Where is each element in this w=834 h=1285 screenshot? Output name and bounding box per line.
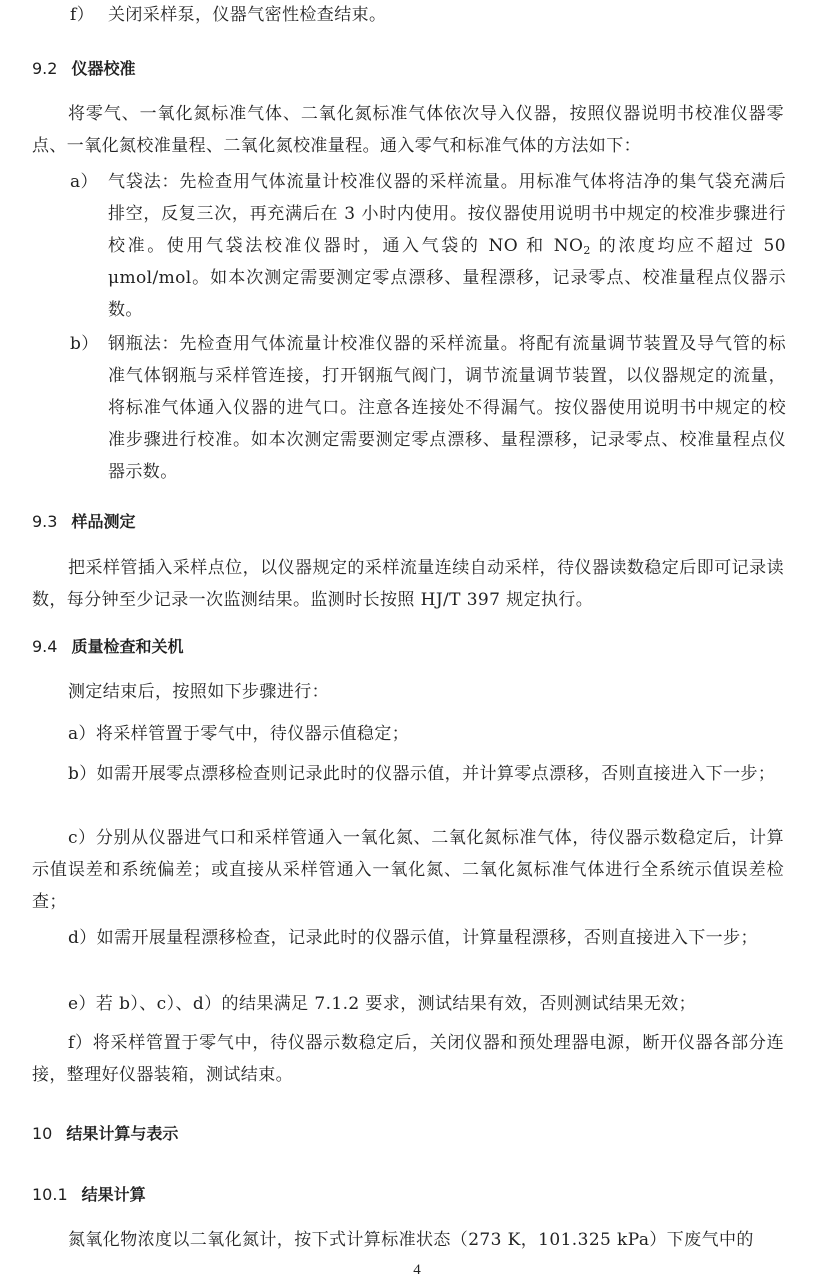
page-number: 4 [413,1262,421,1278]
list-item-marker: a） [70,172,98,192]
step-e: e）若 b）、c）、d）的结果满足 7.1.2 要求，测试结果有效，否则测试结果无效； [68,994,697,1014]
section-number: 9.4 [32,637,58,656]
section-number: 9.3 [32,512,58,531]
section-title: 质量检查和关机 [71,637,184,656]
section-heading-10 [32,1122,178,1146]
step-c: c）分别从仪器进气口和采样管通入一氧化氮、二氧化氮标准气体，待仪器示数稳定后，计算示值误差和系统偏差；或直接从采样管通入一氧化氮、二氧化氮标准气体进行全系统示值误差检查； [32,828,784,912]
quality-check-intro: 测定结束后，按照如下步骤进行： [68,682,329,702]
list-item-marker: b） [70,334,99,354]
subscript-2: 2 [583,244,591,257]
list-item-marker: f） [70,5,95,25]
section-title: 仪器校准 [71,59,136,78]
section-number: 10.1 [32,1185,68,1204]
step-d: d）如需开展量程漂移检查，记录此时的仪器示值，计算量程漂移，否则直接进入下一步； [68,928,758,948]
list-item-b-cylinder-method [70,328,786,488]
section-title: 结果计算 [81,1185,146,1204]
list-item-text: 关闭采样泵，仪器气密性检查结束。 [108,5,387,25]
section-heading-9-3 [32,510,135,534]
section-title: 结果计算与表示 [66,1124,179,1143]
section-heading-10-1 [32,1183,146,1207]
result-calculation-paragraph: 氮氧化物浓度以二氧化氮计，按下式计算标准状态（273 K，101.325 kPa）下废气中的 [68,1230,754,1250]
list-item-text: 气袋法：先检查用气体流量计校准仪器的采样流量。用标准气体将洁净的集气袋充满后排空，反复三次，再充满后在 3 小时内使用。按仪器使用说明书中规定的校准步骤进行校准。使用气袋法校准仪器时，通入气袋的 NO 和 $NO_2$ 的浓度均应不超过 50 μmol/mol。如本次测定需要测定零点漂移、量程漂移，记录零点、校准量程点仪器示数。 [108,172,786,320]
step-b: b）如需开展零点漂移检查则记录此时的仪器示值，并计算零点漂移，否则直接进入下一步； [68,764,776,784]
list-item-text: 钢瓶法：先检查用气体流量计校准仪器的采样流量。将配有流量调节装置及导气管的标准气体钢瓶与采样管连接，打开钢瓶气阀门，调节流量调节装置，以仪器规定的流量，将标准气体通入仪器的进气口。注意各连接处不得漏气。按仪器使用说明书中规定的校准步骤进行校准。如本次测定需要测定零点漂移、量程漂移，记录零点、校准量程点仪器示数。 [108,334,786,482]
list-item-a-gas-bag-method [70,166,786,326]
section-title: 样品测定 [71,512,136,531]
calibration-intro-paragraph: 将零气、一氧化氮标准气体、二氧化氮标准气体依次导入仪器，按照仪器说明书校准仪器零点、一氧化氮校准量程、二氧化氮校准量程。通入零气和标准气体的方法如下： [32,104,784,156]
list-item-f-close-pump [70,0,782,31]
step-f: f）将采样管置于零气中，待仪器示数稳定后，关闭仪器和预处理器电源，断开仪器各部分连接，整理好仪器装箱，测试结束。 [32,1033,784,1085]
section-number: 10 [32,1124,53,1143]
sample-measurement-paragraph: 把采样管插入采样点位，以仪器规定的采样流量连续自动采样，待仪器读数稳定后即可记录读数，每分钟至少记录一次监测结果。监测时长按照 HJ/T 397 规定执行。 [32,558,784,610]
section-heading-9-4 [32,635,183,659]
section-heading-9-2 [32,57,135,81]
section-number: 9.2 [32,59,58,78]
step-a: a）将采样管置于零气中，待仪器示值稳定； [68,724,410,744]
